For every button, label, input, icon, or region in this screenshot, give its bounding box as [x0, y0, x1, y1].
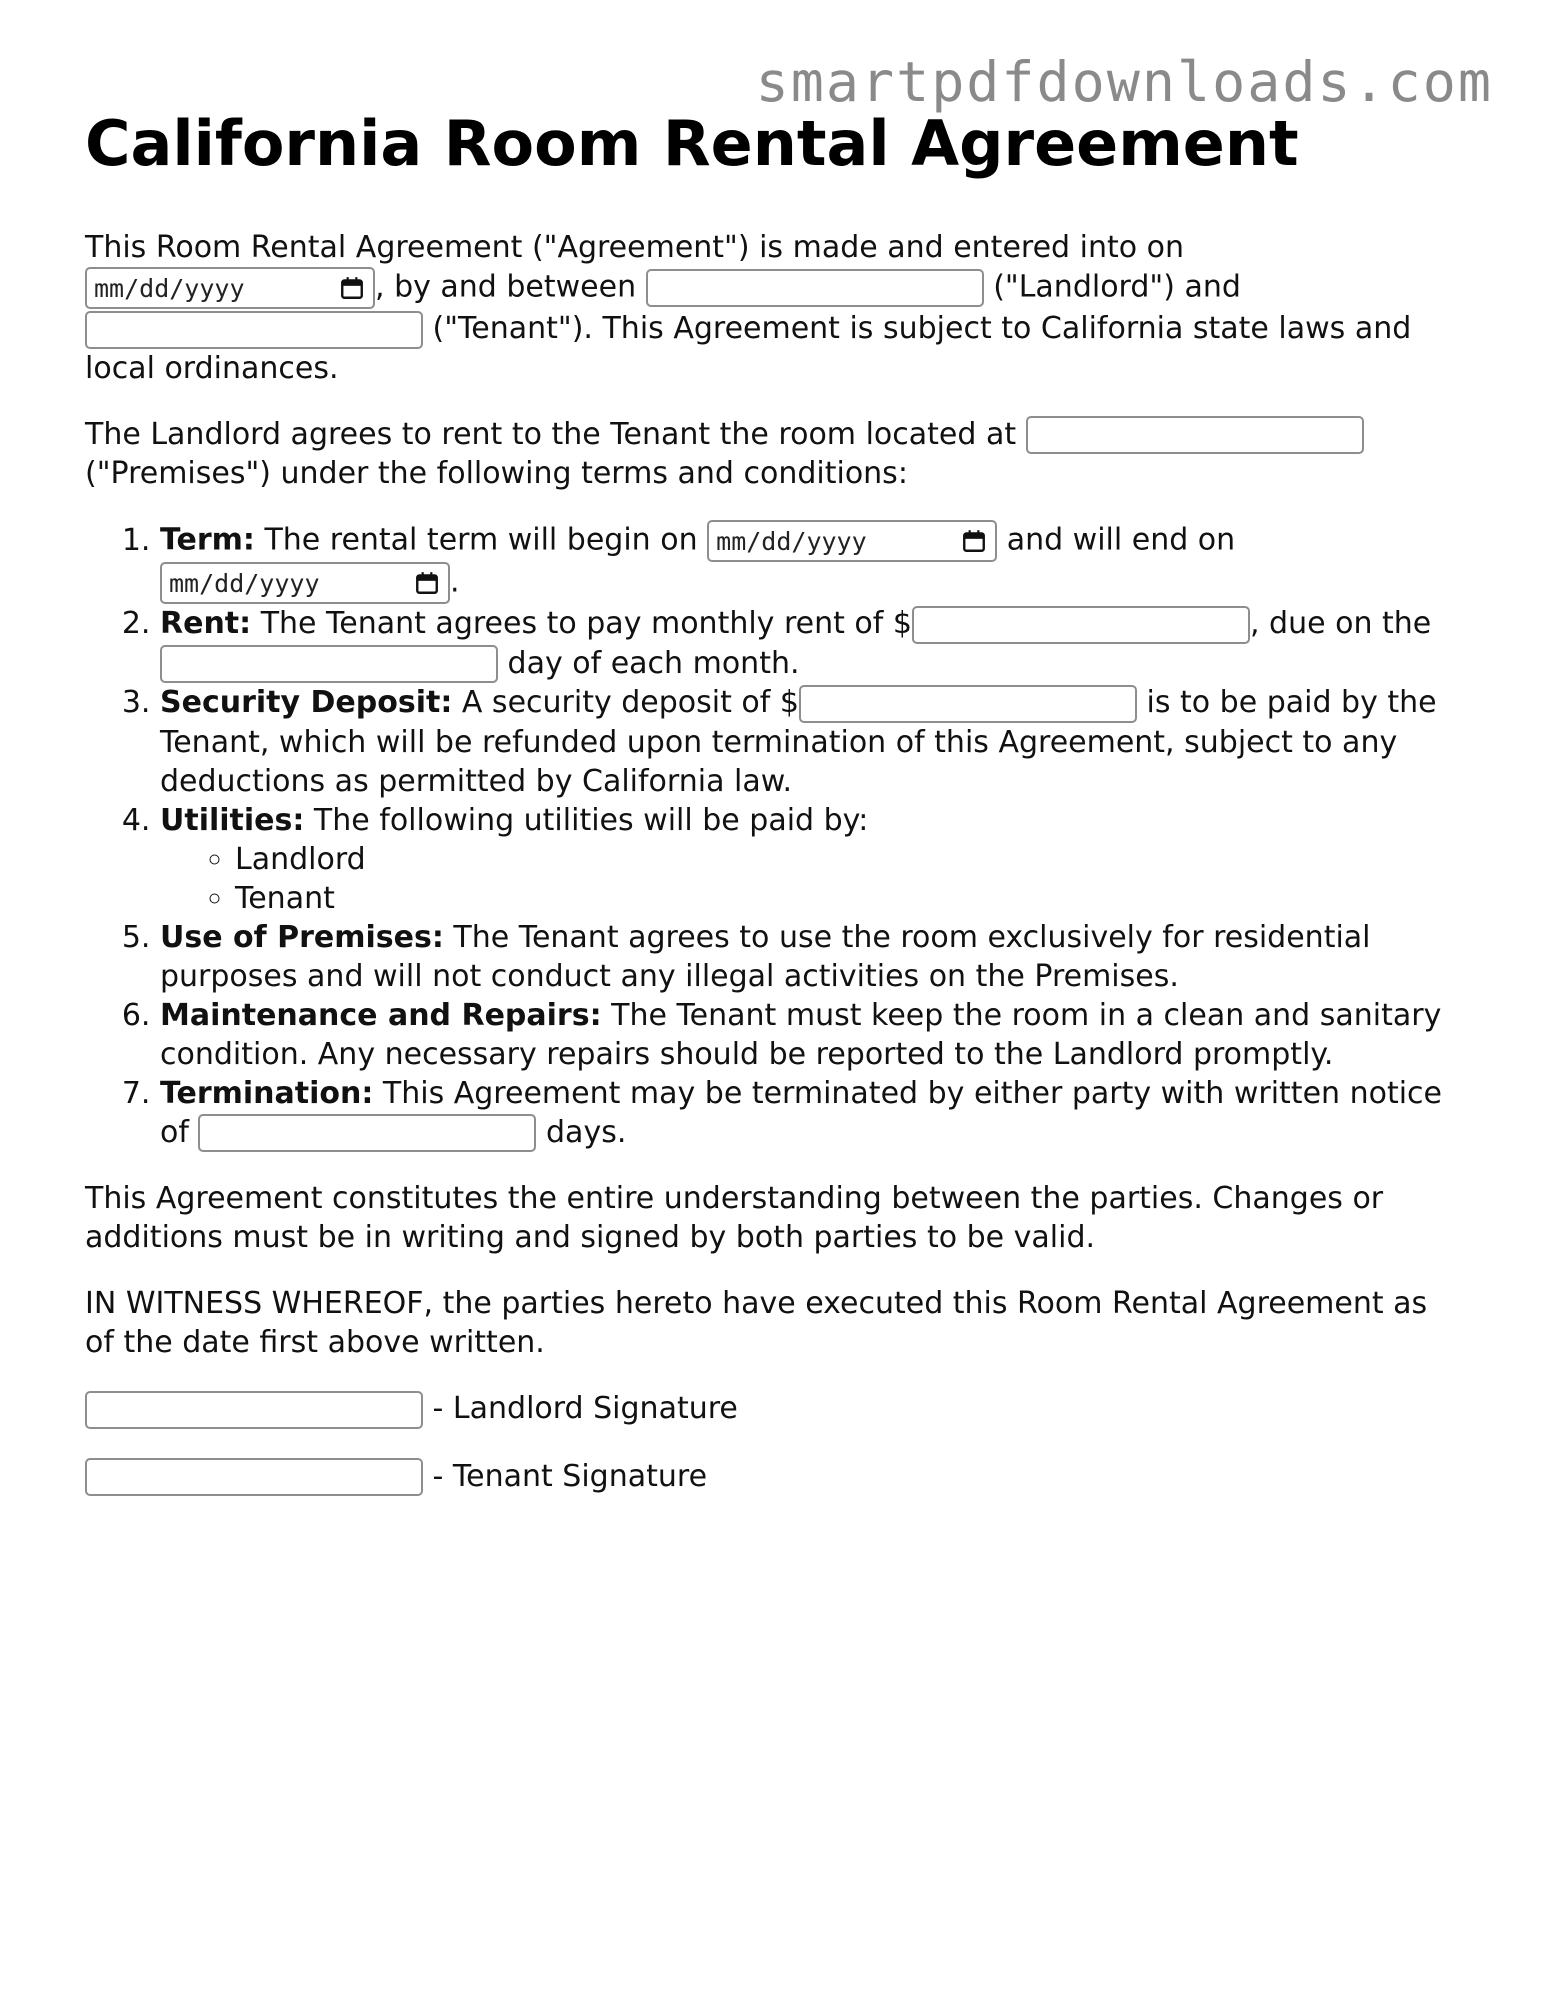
tenant-signature-input[interactable]: [85, 1458, 423, 1496]
notice-days-input[interactable]: [198, 1114, 536, 1152]
page-title: California Room Rental Agreement: [85, 107, 1299, 180]
rent-label: Rent:: [160, 606, 252, 641]
date-placeholder: mm/dd/yyyy: [716, 526, 867, 556]
maintenance-item: [160, 996, 1465, 1074]
landlord-signature-row: [85, 1389, 1465, 1429]
use-text-1: The Tenant agrees to use the room exclusively for residential purposes and will not conduct any illegal activities on the Premises.: [160, 919, 1371, 994]
maintenance-label: Maintenance and Repairs:: [160, 997, 602, 1033]
termination-text-2: days.: [546, 1114, 627, 1150]
utilities-options: [160, 840, 1465, 918]
termination-label: Termination:: [160, 1075, 374, 1111]
date-placeholder: mm/dd/yyyy: [169, 568, 320, 598]
monthly-rent-input[interactable]: [912, 606, 1250, 644]
termination-item: [160, 1074, 1465, 1153]
agreement-date-input[interactable]: [85, 267, 375, 309]
term-start-date-input[interactable]: [707, 520, 997, 562]
term-item: [160, 520, 1465, 604]
term-text-1: The rental term will begin on: [264, 522, 698, 558]
tenant-name-input[interactable]: [85, 311, 423, 349]
premises-text-2: ("Premises") under the following terms and conditions:: [85, 456, 908, 491]
term-text-2: and will end on: [1006, 522, 1236, 558]
landlord-name-input[interactable]: [646, 269, 984, 307]
use-label: Use of Premises:: [160, 919, 444, 955]
rent-text-3: day of each month.: [507, 645, 800, 681]
landlord-signature-label: - Landlord Signature: [432, 1391, 738, 1426]
deposit-text-2: is to be paid by the Tenant, which will be refunded upon termination of this Agreement, subject to any deductions as permitted by California law.: [160, 685, 1437, 799]
calendar-icon: [339, 275, 365, 301]
premises-address-input[interactable]: [1026, 416, 1364, 454]
tenant-signature-label: - Tenant Signature: [432, 1458, 708, 1494]
term-text-3: .: [450, 564, 460, 600]
deposit-label: Security Deposit:: [160, 685, 453, 720]
premises-text-1: The Landlord agrees to rent to the Tenant the room located at: [85, 416, 1017, 452]
intro-text-2: , by and between: [375, 269, 637, 305]
rent-item: [160, 604, 1465, 683]
deposit-item: [160, 683, 1465, 801]
intro-text-4: ("Tenant"). This Agreement is subject to California state laws and local ordinances.: [85, 311, 1412, 386]
rent-due-day-input[interactable]: [160, 645, 498, 683]
date-placeholder: mm/dd/yyyy: [94, 273, 245, 303]
term-label: Term:: [160, 522, 255, 558]
calendar-icon: [961, 528, 987, 554]
watermark: smartpdfdownloads.com: [755, 50, 1493, 114]
calendar-icon: [414, 570, 440, 596]
tenant-signature-row: [85, 1457, 1465, 1497]
utilities-item: [160, 801, 1465, 918]
deposit-text-1: A security deposit of $: [461, 685, 799, 720]
premises-paragraph: [85, 415, 1465, 494]
use-item: [160, 918, 1465, 996]
utilities-option-tenant: ◦ Tenant: [235, 879, 1465, 918]
entire-agreement-paragraph: This Agreement constitutes the entire understanding between the parties. Changes or additions must be in writing and signed by both parties to be valid.: [85, 1181, 1384, 1255]
intro-text-3: ("Landlord") and: [993, 269, 1241, 305]
termination-text-1: This Agreement may be terminated by either party with written notice of: [160, 1075, 1442, 1150]
witness-paragraph: IN WITNESS WHEREOF, the parties hereto have executed this Room Rental Agreement as of the date first above written.: [85, 1286, 1428, 1360]
intro-paragraph: [85, 228, 1465, 388]
maintenance-text-1: The Tenant must keep the room in a clean and sanitary condition. Any necessary repairs should be reported to the Landlord promptly.: [160, 997, 1442, 1072]
intro-text-1: This Room Rental Agreement ("Agreement") is made and entered into on: [85, 230, 1184, 265]
rent-text-2: , due on the: [1249, 606, 1432, 641]
landlord-signature-input[interactable]: [85, 1391, 423, 1429]
terms-list: [85, 520, 1465, 1152]
utilities-label: Utilities:: [160, 802, 305, 838]
term-end-date-input[interactable]: [160, 562, 450, 604]
agreement-document: [85, 100, 1465, 1524]
utilities-option-landlord: ◦ Landlord: [235, 840, 1465, 879]
security-deposit-input[interactable]: [799, 685, 1137, 723]
rent-text-1: The Tenant agrees to pay monthly rent of $: [260, 606, 912, 641]
utilities-text-1: The following utilities will be paid by:: [313, 802, 869, 838]
